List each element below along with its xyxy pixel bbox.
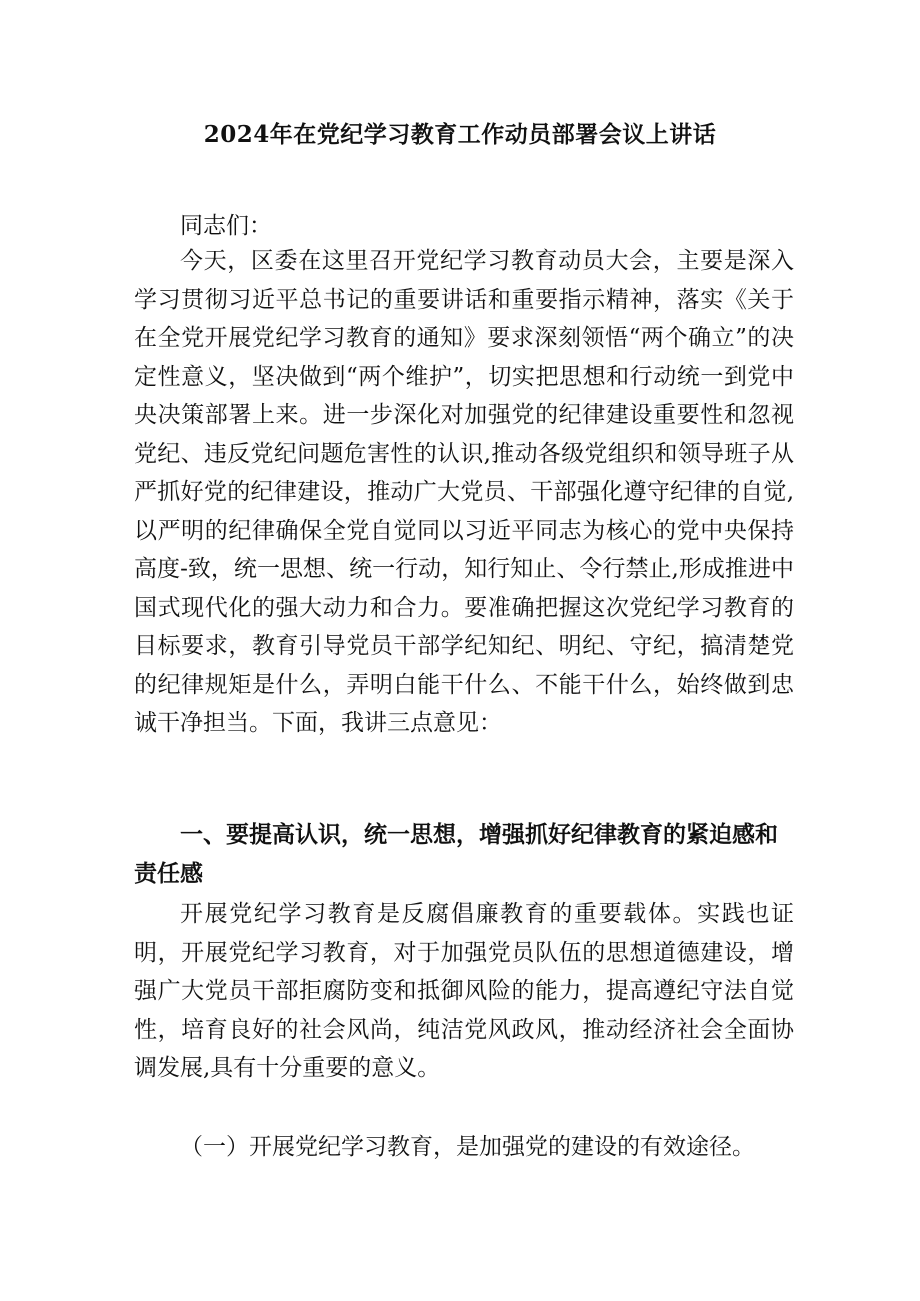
document-title: 2024年在党纪学习教育工作动员部署会议上讲话 — [203, 121, 717, 148]
paragraph-section-1: 开展党纪学习教育是反腐倡廉教育的重要载体。实践也证明，开展党纪学习教育，对于加强党员队伍的思想道德建设，增强广大党员干部拒腐防变和抵御风险的能力，提高遵纪守法自觉性，培育良好的社会风尚，纯洁党风政风，推动经济社会全面协调发展,具有十分重要的意义。 — [134, 901, 794, 1081]
section-heading-1: 一、要提高认识，统一思想，增强抓好纪律教育的紧迫感和责任感 — [134, 822, 778, 887]
subheading-1: （一）开展党纪学习教育，是加强党的建设的有效途径。 — [180, 1134, 755, 1160]
greeting: 同志们： — [180, 213, 272, 239]
paragraph-intro: 今天，区委在这里召开党纪学习教育动员大会，主要是深入学习贯彻习近平总书记的重要讲话和重要指示精神，落实《关于在全党开展党纪学习教育的通知》要求深刻领悟“两个确立”的决定性意义，坚决做到“两个维护”，切实把思想和行动统一到党中央决策部署上来。进一步深化对加强党的纪律建设重要性和忽视党纪、违反党纪问题危害性的认识,推动各级党组织和领导班子从严抓好党的纪律建设，推动广大党员、干部强化遵守纪律的自觉,以严明的纪律确保全党自觉同以习近平同志为核心的党中央保持高度-致，统一思想、统一行动，知行知止、令行禁止,形成推进中国式现代化的强大动力和合力。要准确把握这次党纪学习教育的目标要求，教育引导党员干部学纪知纪、明纪、守纪，搞清楚党的纪律规矩是什么，弄明白能干什么、不能干什么，始终做到忠诚干净担当。下面，我讲三点意见： — [134, 248, 794, 736]
